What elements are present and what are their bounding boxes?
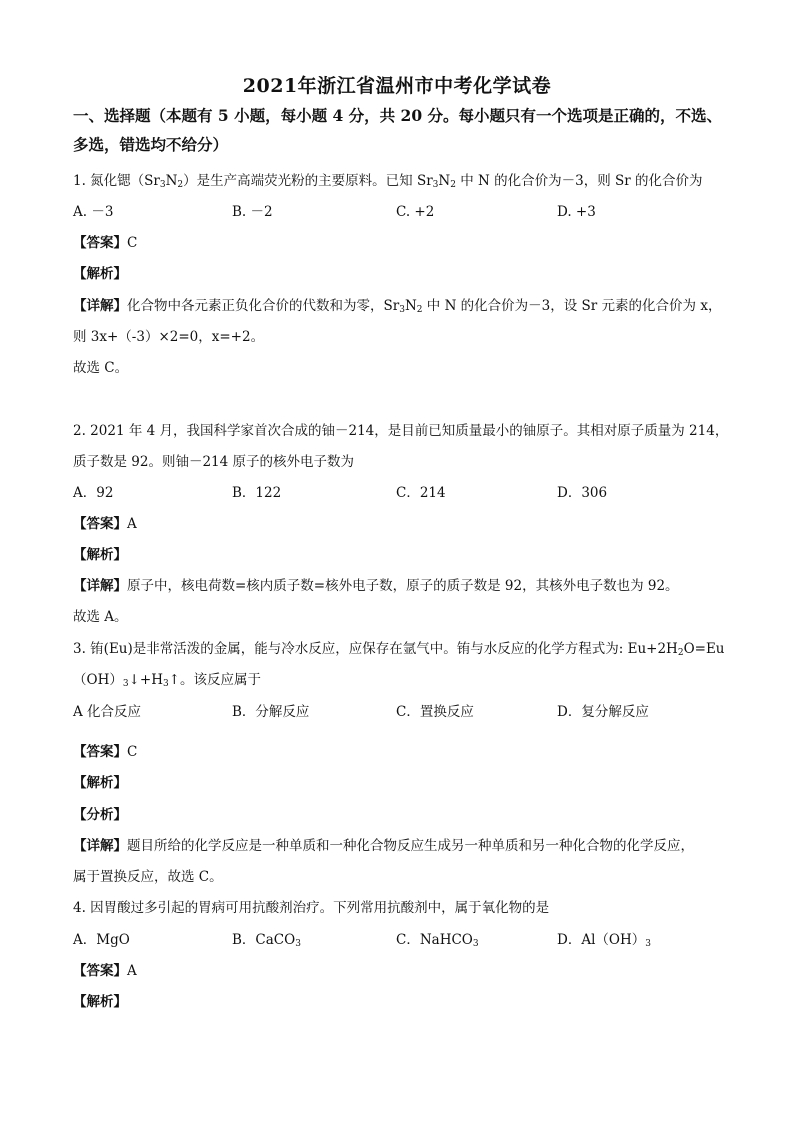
q4-option-d-sub: 3 <box>645 939 651 949</box>
q3-stem-sub: 3 <box>122 679 129 689</box>
q3-detail <box>73 836 694 856</box>
fenxi-label: 【分析】 <box>73 807 127 823</box>
q2-option-a: A．92 <box>73 485 114 501</box>
answer-label: 【答案】 <box>73 235 127 251</box>
q1-stem-part: 1. 氮化锶（Sr <box>73 173 160 189</box>
answer-value: C <box>127 235 138 251</box>
answer-label: 【答案】 <box>73 516 127 532</box>
q3-fenxi <box>73 805 127 825</box>
answer-value: A <box>127 516 137 532</box>
q3-stem-part: O=Eu <box>683 641 725 657</box>
q2-answer <box>73 514 137 534</box>
q4-option-d <box>557 930 651 954</box>
q1-stem-part: 中 N 的化合价为－3，则 Sr 的化合价为 <box>455 173 703 189</box>
q3-option-c: C．置换反应 <box>396 704 474 720</box>
q1-stem-part: N <box>438 173 451 189</box>
q4-option-b-text: B．CaCO <box>232 932 296 948</box>
q3-answer <box>73 742 137 762</box>
q2-stem-line1: 2. 2021 年 4 月，我国科学家首次合成的铀－214，是目前已知质量最小的铀原子。其相对原子质量为 214， <box>73 423 729 439</box>
section-heading <box>73 101 733 159</box>
q2-option-b: B．122 <box>232 485 282 501</box>
detail-label: 【详解】 <box>73 838 127 854</box>
analysis-label: 【解析】 <box>73 266 127 282</box>
page-title: 2021年浙江省温州市中考化学试卷 <box>242 75 552 97</box>
q3-option-a: A 化合反应 <box>73 704 142 720</box>
q1-detail-part: 化合物中各元素正负化合价的代数和为零，Sr <box>127 298 400 314</box>
q2-detail <box>73 576 679 596</box>
answer-label: 【答案】 <box>73 744 127 760</box>
q1-stem-sub: 2 <box>177 180 184 190</box>
q1-answer <box>73 233 137 253</box>
q1-detail-sub: 3 <box>399 305 405 315</box>
q3-detail-text: 题目所给的化学反应是一种单质和一种化合物反应生成另一种单质和另一种化合物的化学反应， <box>127 838 694 854</box>
q3-stem-part: ↑。该反应属于 <box>168 672 262 688</box>
q2-detail-text: 原子中，核电荷数=核内质子数=核外电子数，原子的质子数是 92，其核外电子数也为 92。 <box>127 578 679 594</box>
q4-option-c <box>396 930 479 954</box>
q1-option-b: B. －2 <box>232 204 273 220</box>
q1-stem-part: N <box>165 173 178 189</box>
q4-option-c-sub: 3 <box>472 939 479 949</box>
q4-option-d-text: D．Al（OH） <box>557 932 646 948</box>
answer-value: C <box>127 744 138 760</box>
q3-analysis <box>73 773 127 793</box>
q1-stem-part: ）是生产高端荧光粉的主要原料。已知 Sr <box>183 173 433 189</box>
q3-stem-part: （OH） <box>73 672 123 688</box>
q3-stem-line2 <box>73 670 261 694</box>
q2-stem-line2: 质子数是 92。则铀－214 原子的核外电子数为 <box>73 454 355 470</box>
analysis-label: 【解析】 <box>73 775 127 791</box>
q3-stem-part: 3. 铕(Eu)是非常活泼的金属，能与冷水反应，应保存在氩气中。铕与水反应的化学方程式为: Eu+2H <box>73 641 678 657</box>
answer-label: 【答案】 <box>73 963 127 979</box>
q2-option-d: D．306 <box>557 485 608 501</box>
q1-option-d: D. +3 <box>557 204 596 220</box>
q3-option-d: D．复分解反应 <box>557 704 649 720</box>
q4-option-b-sub: 3 <box>295 939 301 949</box>
section-heading-line1: 一、选择题（本题有 5 小题，每小题 4 分，共 20 分。每小题只有一个选项是正确的，不选、 <box>73 106 723 125</box>
detail-label: 【详解】 <box>73 578 127 594</box>
q2-option-c: C．214 <box>396 485 446 501</box>
q4-option-c-text: C．NaHCO <box>396 932 473 948</box>
q1-stem-sub: 2 <box>450 180 456 190</box>
q4-option-a: A．MgO <box>73 932 130 948</box>
q1-stem-sub: 3 <box>432 180 439 190</box>
q4-option-b <box>232 930 301 954</box>
answer-value: A <box>127 963 137 979</box>
q3-stem-part: ↓+H <box>128 672 163 688</box>
q1-conclusion: 故选 C。 <box>73 360 129 376</box>
q3-detail-line2: 属于置换反应，故选 C。 <box>73 869 223 885</box>
q1-analysis <box>73 264 127 284</box>
q4-stem: 4. 因胃酸过多引起的胃病可用抗酸剂治疗。下列常用抗酸剂中，属于氧化物的是 <box>73 900 550 916</box>
q1-detail <box>73 296 721 320</box>
analysis-label: 【解析】 <box>73 994 127 1010</box>
q1-stem-sub: 3 <box>159 180 166 190</box>
q3-stem-line1 <box>73 639 725 663</box>
q1-detail-sub: 2 <box>416 305 423 315</box>
q4-answer <box>73 961 137 981</box>
detail-label: 【详解】 <box>73 298 127 314</box>
q2-analysis <box>73 545 127 565</box>
q1-detail-part: N <box>404 298 417 314</box>
q3-option-b: B．分解反应 <box>232 704 310 720</box>
q3-stem-sub: 3 <box>162 679 169 689</box>
analysis-label: 【解析】 <box>73 547 127 563</box>
q1-stem <box>73 171 703 195</box>
section-heading-line2: 多选，错选均不给分） <box>73 135 229 154</box>
q1-option-a: A. －3 <box>73 204 114 220</box>
q3-stem-sub: 2 <box>677 648 684 658</box>
q1-detail-line2: 则 3x+（-3）×2=0，x=+2。 <box>73 329 265 345</box>
q2-conclusion: 故选 A。 <box>73 609 128 625</box>
q1-detail-part: 中 N 的化合价为－3，设 Sr 元素的化合价为 x， <box>422 298 722 314</box>
q1-option-c: C. +2 <box>396 204 435 220</box>
q4-analysis <box>73 992 127 1012</box>
